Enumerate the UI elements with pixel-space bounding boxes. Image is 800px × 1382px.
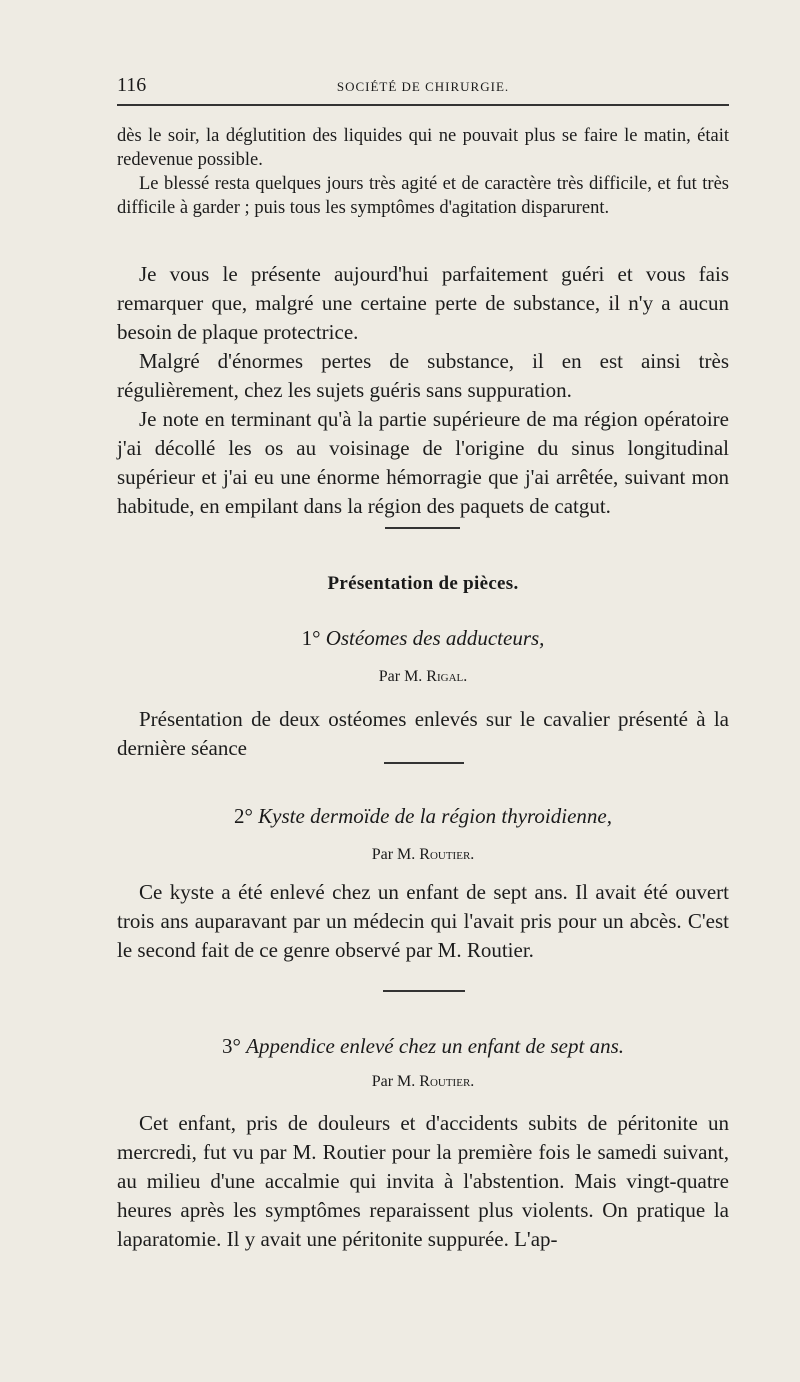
item-1-title-text: Ostéomes des adducteurs, xyxy=(325,626,545,650)
item-3-title-text: Appendice enlevé chez un enfant de sept ans. xyxy=(246,1034,625,1058)
item-3-number: 3° xyxy=(221,1034,241,1058)
item-2-title xyxy=(117,804,729,829)
item-1-by: Par M. xyxy=(378,668,423,685)
page-number: 116 xyxy=(117,74,147,96)
item-1-paragraph: Présentation de deux ostéomes enlevés sur le cavalier présenté à la dernière séance xyxy=(117,707,729,760)
intro-text xyxy=(117,124,729,220)
item-3-title xyxy=(117,1034,729,1059)
body-paragraph-1: Je vous le présente aujourd'hui parfaitement guéri et vous fais remarquer que, malgré une certaine perte de substance, il n'y a aucun besoin de plaque protectrice. xyxy=(117,262,729,344)
section-title: Présentation de pièces. xyxy=(327,573,519,594)
item-1-title xyxy=(117,626,729,651)
item-2-by: Par M. xyxy=(371,846,416,863)
item-1-author: Rigal. xyxy=(426,668,468,685)
running-title: SOCIÉTÉ DE CHIRURGIE. xyxy=(336,79,510,94)
item-3-text xyxy=(117,1109,729,1254)
intro-paragraph-2: Le blessé resta quelques jours très agité et de caractère très difficile, et fut très difficile à garder ; puis tous les symptômes d'agitation disparurent. xyxy=(117,174,729,218)
item-2-byline xyxy=(117,846,729,864)
item-1-byline xyxy=(117,668,729,686)
item-2-author: Routier. xyxy=(419,846,475,863)
item-1-text xyxy=(117,705,729,763)
item-2-number: 2° xyxy=(234,804,253,828)
item-3-byline xyxy=(117,1073,729,1091)
body-text xyxy=(117,260,729,521)
item-2-text xyxy=(117,878,729,965)
item-3-by: Par M. xyxy=(371,1073,416,1090)
item-1-number: 1° xyxy=(301,626,321,650)
item-3-author: Routier. xyxy=(419,1073,475,1090)
intro-paragraph-1: dès le soir, la déglutition des liquides qui ne pouvait plus se faire le matin, était redevenue possible. xyxy=(117,126,729,170)
item-2-title-text: Kyste dermoïde de la région thyroidienne, xyxy=(258,804,612,828)
item-3-paragraph: Cet enfant, pris de douleurs et d'accidents subits de péritonite un mercredi, fut vu par M. Routier pour la première fois le samedi suivant, au milieu d'une accalmie qui invita à l'abstention. Mais vingt-quatre heures après les symptômes reparaissent plus violents. On pratique la laparatomie. Il y avait une péritonite suppurée. L'ap- xyxy=(117,1111,729,1251)
header-rule xyxy=(117,104,729,106)
item-2-paragraph: Ce kyste a été enlevé chez un enfant de sept ans. Il avait été ouvert trois ans auparavant par un médecin qui l'avait pris pour un abcès. C'est le second fait de ce genre observé par M. Routier. xyxy=(117,880,729,962)
separator-rule xyxy=(385,527,460,529)
body-paragraph-3: Je note en terminant qu'à la partie supérieure de ma région opératoire j'ai décollé les os au voisinage de l'origine du sinus longitudinal supérieur et j'ai eu une énorme hémorragie que j'ai arrêtée, suivant mon habitude, en empilant dans la région des paquets de catgut. xyxy=(117,407,729,518)
body-paragraph-2: Malgré d'énormes pertes de substance, il en est ainsi très régulièrement, chez les sujets guéris sans suppuration. xyxy=(117,349,729,402)
separator-rule-1 xyxy=(384,762,464,764)
separator-rule-2 xyxy=(383,990,465,992)
page-header xyxy=(117,74,729,100)
